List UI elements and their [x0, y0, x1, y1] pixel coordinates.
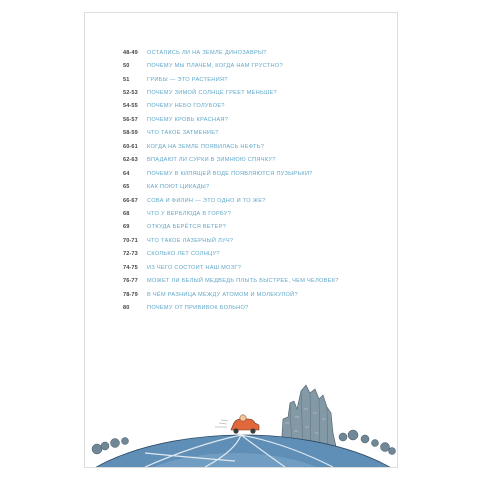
toc-page-number: 70-71	[123, 237, 138, 244]
toc-row	[123, 248, 393, 261]
toc-page-number: 76-77	[123, 278, 138, 285]
toc-row	[123, 154, 393, 167]
toc-row	[123, 180, 393, 193]
toc-title: ЧТО У ВЕРБЛЮДА В ГОРБУ?	[147, 210, 232, 217]
car-icon	[215, 415, 259, 434]
toc-row	[123, 301, 393, 314]
toc-page-number: 62-63	[123, 157, 138, 164]
toc-title: ПОЧЕМУ ЗИМОЙ СОЛНЦЕ ГРЕЕТ МЕНЬШЕ?	[147, 90, 277, 97]
toc-page-number: 51	[123, 76, 130, 83]
toc-row	[123, 59, 393, 72]
toc-page-number: 68	[123, 210, 130, 217]
toc-row	[123, 194, 393, 207]
toc-row	[123, 167, 393, 180]
toc-title: СКОЛЬКО ЛЕТ СОЛНЦУ?	[147, 251, 220, 258]
toc-row	[123, 288, 393, 301]
toc-title: ПОЧЕМУ ОТ ПРИВИВОК БОЛЬНО?	[147, 305, 249, 312]
toc-title: ЧТО ТАКОЕ ЗАТМЕНИЕ?	[147, 130, 219, 137]
toc-row	[123, 113, 393, 126]
toc-page-number: 58-59	[123, 130, 138, 137]
toc-title: ИЗ ЧЕГО СОСТОИТ НАШ МОЗГ?	[147, 264, 242, 271]
toc-row	[123, 140, 393, 153]
toc-row	[123, 207, 393, 220]
toc-page-number: 48-49	[123, 49, 138, 56]
toc-title: ПОЧЕМУ В КИПЯЩЕЙ ВОДЕ ПОЯВЛЯЮТСЯ ПУЗЫРЬКИ?	[147, 170, 313, 177]
toc-page-number: 78-79	[123, 291, 138, 298]
toc-title: ЧТО ТАКОЕ ЛАЗЕРНЫЙ ЛУЧ?	[147, 237, 234, 244]
toc-title: КОГДА НА ЗЕМЛЕ ПОЯВИЛАСЬ НЕФТЬ?	[147, 143, 265, 150]
toc-page-number: 80	[123, 305, 130, 312]
toc-title: СОВА И ФИЛИН — ЭТО ОДНО И ТО ЖЕ?	[147, 197, 266, 204]
toc-page-number: 74-75	[123, 264, 138, 271]
toc-page-number: 60-61	[123, 143, 138, 150]
table-of-contents	[123, 46, 393, 315]
globe-icon	[85, 435, 397, 467]
toc-page-number: 56-57	[123, 116, 138, 123]
toc-page-number: 65	[123, 184, 130, 191]
toc-row	[123, 221, 393, 234]
toc-page-number: 69	[123, 224, 130, 231]
toc-page-number: 52-53	[123, 90, 138, 97]
toc-row	[123, 261, 393, 274]
toc-title: ОТКУДА БЕРЁТСЯ ВЕТЕР?	[147, 224, 227, 231]
toc-row	[123, 86, 393, 99]
toc-title: ОСТАЛИСЬ ЛИ НА ЗЕМЛЕ ДИНОЗАВРЫ?	[147, 49, 267, 56]
toc-title: ПОЧЕМУ КРОВЬ КРАСНАЯ?	[147, 116, 229, 123]
toc-title: В ЧЁМ РАЗНИЦА МЕЖДУ АТОМОМ И МОЛЕКУЛОЙ?	[147, 291, 298, 298]
toc-page-number: 72-73	[123, 251, 138, 258]
toc-row	[123, 46, 393, 59]
toc-row	[123, 73, 393, 86]
toc-row	[123, 127, 393, 140]
toc-page-number: 66-67	[123, 197, 138, 204]
toc-title: КАК ПОЮТ ЦИКАДЫ?	[147, 184, 210, 191]
toc-row	[123, 100, 393, 113]
toc-page-number: 50	[123, 63, 130, 70]
toc-title: ПОЧЕМУ МЫ ПЛАЧЕМ, КОГДА НАМ ГРУСТНО?	[147, 63, 283, 70]
toc-page-number: 54-55	[123, 103, 138, 110]
toc-title: МОЖЕТ ЛИ БЕЛЫЙ МЕДВЕДЬ ПЛЫТЬ БЫСТРЕЕ, ЧЕМ ЧЕЛОВЕК?	[147, 278, 339, 285]
toc-row	[123, 274, 393, 287]
book-page	[84, 12, 398, 468]
toc-title: ВПАДАЮТ ЛИ СУРКИ В ЗИМНЮЮ СПЯЧКУ?	[147, 157, 276, 164]
toc-title: ГРИБЫ — ЭТО РАСТЕНИЯ?	[147, 76, 228, 83]
landscape-illustration	[85, 373, 397, 467]
toc-title: ПОЧЕМУ НЕБО ГОЛУБОЕ?	[147, 103, 225, 110]
toc-page-number: 64	[123, 170, 130, 177]
toc-row	[123, 234, 393, 247]
